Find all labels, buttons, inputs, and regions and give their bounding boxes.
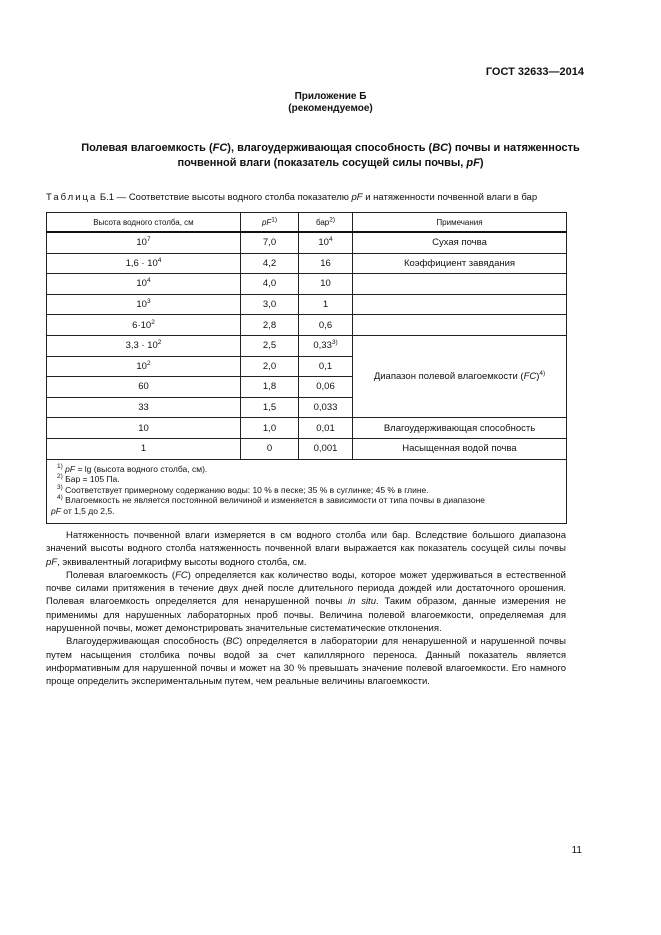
cell-pf-value: 1,5 xyxy=(262,402,277,414)
title-text: ), влагоудерживающая способность ( xyxy=(227,142,433,154)
cell-height xyxy=(47,397,241,418)
cell-note-value: Насыщенная водой почва xyxy=(402,443,517,455)
cell-pf-value: 7,0 xyxy=(262,237,277,249)
cell-pf xyxy=(241,438,299,459)
table-row xyxy=(47,438,567,459)
caption-text: Б.1 — Соответствие высоты водного столба показателю xyxy=(97,192,352,203)
cell-height-value: 10 xyxy=(136,360,147,372)
cell-bar-exp: 3) xyxy=(331,339,338,347)
cell-bar-value: 1 xyxy=(322,299,329,311)
caption-pf: pF xyxy=(351,192,363,203)
header-notes: Примечания xyxy=(353,213,567,233)
header-pf xyxy=(241,213,299,233)
cell-bar-value: 10 xyxy=(318,237,329,249)
cell-note-merged xyxy=(353,335,567,417)
cell-bar-exp: 4 xyxy=(328,236,333,244)
cell-bar-value: 0,33 xyxy=(313,340,332,352)
cell-height-value: 10 xyxy=(136,237,147,249)
header-height: Высота водного столба, см xyxy=(47,213,241,233)
title-text: Полевая влагоемкость ( xyxy=(81,142,213,154)
footnote-continuation xyxy=(51,506,560,517)
title-bc: BC xyxy=(432,142,449,154)
merged-note-text: Диапазон полевой влагоемкости ( xyxy=(373,371,524,383)
table-header-row xyxy=(47,213,567,233)
table-row xyxy=(47,315,567,336)
cell-height-value: 10 xyxy=(136,278,147,290)
footnote xyxy=(51,474,560,485)
cell-height xyxy=(47,315,241,336)
table-row xyxy=(47,232,567,253)
cell-pf xyxy=(241,294,299,315)
cell-note xyxy=(353,438,567,459)
appendix-title: Приложение Б xyxy=(294,91,367,102)
cell-height-value: 10 xyxy=(138,422,149,434)
cell-pf xyxy=(241,377,299,398)
cell-height-exp: 2 xyxy=(157,339,162,347)
cell-bar xyxy=(299,253,353,274)
cell-pf xyxy=(241,335,299,356)
cell-bar xyxy=(299,294,353,315)
cell-note xyxy=(353,294,567,315)
cell-note xyxy=(353,418,567,439)
footnote-text: Бар = 105 Па. xyxy=(65,474,120,485)
cell-height-value: 6·10 xyxy=(132,319,152,331)
cell-pf xyxy=(241,356,299,377)
cell-bar xyxy=(299,274,353,295)
table-row xyxy=(47,274,567,295)
cell-note-value: Коэффициент завядания xyxy=(403,257,516,269)
footnote-text: Влагоемкость не является постоянной величиной и изменяется в зависимости от типа почвы в диапазоне xyxy=(65,495,485,506)
paragraph-term: FC xyxy=(175,569,188,581)
cell-pf-value: 3,0 xyxy=(262,299,277,311)
merged-note-fc: FC xyxy=(523,371,537,383)
body-text xyxy=(46,529,566,689)
cell-pf-value: 4,0 xyxy=(262,278,277,290)
caption-text: и натяженности почвенной влаги в бар xyxy=(362,192,538,203)
table-row xyxy=(47,418,567,439)
footnote-marker: 4) xyxy=(57,494,63,502)
footnote-italic: pF xyxy=(51,505,61,516)
footnote-italic: pF xyxy=(65,463,76,474)
data-table xyxy=(46,212,567,524)
cell-height-value: 10 xyxy=(136,299,147,311)
cell-height xyxy=(47,253,241,274)
title-fc: FC xyxy=(212,142,228,154)
cell-pf-value: 0 xyxy=(266,443,273,455)
appendix-heading xyxy=(0,91,661,115)
paragraph-text: Натяженность почвенной влаги измеряется в см водного столба или бар. Вследствие большого диапазона значений высоты водного столба натяженность почвенной влаги выражается как показатель сосущей силы почвы xyxy=(46,530,566,555)
cell-note xyxy=(353,253,567,274)
appendix-subtitle: (рекомендуемое) xyxy=(288,103,373,114)
paragraph-text: Влагоудерживающая способность ( xyxy=(66,636,226,648)
header-bar-label: бар xyxy=(315,217,330,227)
paragraph-text: , эквивалентный логарифму высоты водного столба, см. xyxy=(57,556,307,568)
footnote xyxy=(51,464,560,475)
cell-height-value: 1 xyxy=(140,443,147,455)
header-bar-sup: 2) xyxy=(329,215,336,223)
cell-bar-value: 0,001 xyxy=(313,443,338,455)
cell-bar-value: 10 xyxy=(320,278,331,290)
cell-note xyxy=(353,315,567,336)
title-text: ) xyxy=(479,157,484,169)
table-footnotes-row xyxy=(47,459,567,523)
footnote xyxy=(51,485,560,496)
cell-pf xyxy=(241,253,299,274)
paragraph-text: ) определяется как количество воды, которое может удерживаться в естественной почве силами притяжения в течение двух дней после длительного периода дождей или достаточного орошения. Полевая влагоемкость определяется для ненарушенной почвы xyxy=(46,569,566,608)
title-pf: pF xyxy=(466,157,480,169)
cell-bar-value: 0,01 xyxy=(316,422,335,434)
cell-pf xyxy=(241,274,299,295)
caption-label: Таблица xyxy=(46,192,98,203)
cell-bar xyxy=(299,356,353,377)
cell-pf-value: 4,2 xyxy=(262,257,277,269)
cell-height xyxy=(47,335,241,356)
table-footnotes xyxy=(47,459,567,523)
paragraph-text: ) определяется в лаборатории для ненарушенной и нарушенной почвы путем насыщения столбика почвы водой за счет капиллярного переноса. Данный показатель является информативным для нарушенной почвы и может на 30 % превышать значение полевой влагоемкости. Его намного проще определить экспериментальным путем, чем реальные величины влагоемкости. xyxy=(46,636,566,688)
cell-height xyxy=(47,356,241,377)
cell-bar xyxy=(299,335,353,356)
header-pf-sup: 1) xyxy=(271,215,278,223)
cell-height-exp: 4 xyxy=(157,256,162,264)
footnote-text: от 1,5 до 2,5. xyxy=(60,505,115,516)
cell-bar xyxy=(299,377,353,398)
cell-height xyxy=(47,438,241,459)
cell-bar-value: 0,6 xyxy=(318,319,333,331)
cell-height-exp: 2 xyxy=(151,318,155,326)
cell-height-exp: 2 xyxy=(146,359,151,367)
paragraph-term: BC xyxy=(225,636,240,648)
cell-height-value: 1,6 · 10 xyxy=(125,257,158,269)
cell-pf xyxy=(241,418,299,439)
cell-note-value: Сухая почва xyxy=(432,237,487,249)
paragraph xyxy=(46,569,566,635)
merged-note-close: ) xyxy=(536,371,540,383)
cell-pf-value: 2,0 xyxy=(262,360,277,372)
cell-height xyxy=(47,294,241,315)
cell-note xyxy=(353,274,567,295)
cell-bar-value: 0,033 xyxy=(313,402,338,414)
paragraph-term: pF xyxy=(46,556,58,568)
cell-bar-value: 0,1 xyxy=(318,360,333,372)
cell-bar xyxy=(299,418,353,439)
cell-pf-value: 1,8 xyxy=(262,381,277,393)
footnote-text: = lg (высота водного столба, см). xyxy=(75,463,208,474)
cell-height-exp: 7 xyxy=(146,236,151,244)
cell-height-value: 60 xyxy=(138,381,149,393)
cell-height-exp: 3 xyxy=(146,297,151,305)
cell-height-value: 33 xyxy=(138,402,149,414)
cell-height xyxy=(47,377,241,398)
cell-bar xyxy=(299,397,353,418)
merged-note-sup: 4) xyxy=(539,370,546,377)
footnote-marker: 1) xyxy=(57,462,63,470)
cell-height xyxy=(47,418,241,439)
cell-bar xyxy=(299,315,353,336)
table-row xyxy=(47,253,567,274)
cell-pf-value: 2,8 xyxy=(262,319,277,331)
table-caption xyxy=(46,192,537,203)
standard-number: ГОСТ 32633—2014 xyxy=(485,66,584,78)
cell-height xyxy=(47,274,241,295)
paragraph xyxy=(46,635,566,688)
cell-note-value: Влагоудерживающая способность xyxy=(383,422,536,434)
cell-height-exp: 4 xyxy=(146,277,151,285)
title-text: ) почвы и натяженность почвенной влаги (показатель сосущей силы почвы, xyxy=(177,142,580,169)
paragraph-text: . Таким образом, данные измерения не применимы для нарушенных лабораторных проб почвы. Величина полевой влагоемкости, определяемая для нарушенной почвы, может демонстрировать значительные систематические отклонения. xyxy=(46,596,566,635)
cell-bar xyxy=(299,438,353,459)
cell-pf xyxy=(241,232,299,253)
footnote-text: Соответствует примерному содержанию воды: 10 % в песке; 35 % в суглинке; 45 % в глине. xyxy=(65,484,429,495)
cell-height xyxy=(47,232,241,253)
paragraph-text: Полевая влагоемкость ( xyxy=(66,569,176,581)
paragraph-term: in situ xyxy=(347,596,376,608)
cell-pf-value: 1,0 xyxy=(262,422,277,434)
footnote xyxy=(51,495,560,506)
cell-bar-value: 0,06 xyxy=(316,381,335,393)
cell-pf xyxy=(241,315,299,336)
cell-bar-value: 16 xyxy=(320,257,331,269)
cell-note xyxy=(353,232,567,253)
section-title xyxy=(60,141,601,171)
page-number: 11 xyxy=(571,845,582,856)
header-bar xyxy=(299,213,353,233)
footnote-marker: 3) xyxy=(57,483,63,491)
header-pf-label: pF xyxy=(261,217,272,227)
paragraph xyxy=(46,529,566,569)
cell-height-value: 3,3 · 10 xyxy=(125,340,158,352)
footnote-marker: 2) xyxy=(57,473,63,481)
table-row xyxy=(47,294,567,315)
cell-bar xyxy=(299,232,353,253)
cell-pf-value: 2,5 xyxy=(262,340,277,352)
table-row xyxy=(47,335,567,356)
cell-pf xyxy=(241,397,299,418)
